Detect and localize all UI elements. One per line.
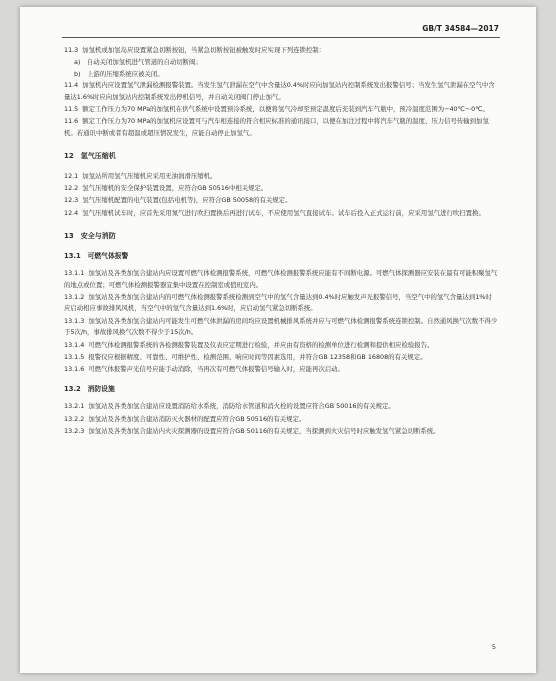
clause-text: 可燃气体检测报警系统的各检测报警装置及仪表应定期进行检验，并应由有资格的检测单位进行检测和提供相应检验报告。	[88, 340, 434, 349]
section-heading: 13.2 消防设施	[64, 384, 115, 393]
clause-number: 12.3	[64, 196, 79, 205]
clause-paragraph	[64, 104, 498, 115]
clause-paragraph	[64, 183, 498, 194]
clause-text: 加氢机或加氢岛应设置紧急切断按钮，当紧急切断按钮被触发时应实现下列连锁控制：	[82, 46, 326, 54]
clause-paragraph	[64, 292, 498, 315]
clause-paragraph	[64, 426, 498, 437]
list-item: b) 上游的压缩系统应被关闭。	[74, 69, 164, 78]
clause-paragraph	[64, 80, 498, 103]
clause-paragraph	[64, 340, 498, 351]
clause-text: 加氢站及各类加氢合建站内的可燃气体检测报警系统检测到空气中的氢气含量达到0.4%时应触发声光报警信号，当空气中的氢气含量达到1%时应启动相应事故排风风机，当空气中的氢气含量达到1.6%时，应启动氢气紧急切断系统。	[64, 292, 492, 313]
page-number: 5	[491, 643, 496, 651]
clause-text: 氢气压缩机试车时，应首先采用氮气进行吹扫置换后再进行试车，不应使用氢气直接试车。试车后投入正式运行前，应采用氢气进行吹扫置换。	[82, 208, 485, 217]
clause-paragraph	[64, 171, 498, 182]
clause-paragraph	[64, 352, 498, 363]
document-body	[64, 45, 498, 438]
clause-text: 可燃气体报警声光信号应能手动消除，当再次有可燃气体报警信号输入时，应能再次启动。	[88, 365, 344, 374]
chapter-heading: 12 氢气压缩机	[64, 152, 116, 161]
clause-text: 加氢站及各类加氢合建站内应设置可燃气体检测报警系统，可燃气体检测报警系统应能有不间断电源。可燃气体探测器应安装在最有可能积聚氢气的地点或位置；可燃气体检测报警器宜集中设置在控制室或值班室内。	[64, 269, 498, 289]
clause-paragraph	[64, 208, 498, 219]
standard-code: GB/T 34584—2017	[422, 24, 499, 33]
clause-number: 13.1.3	[64, 316, 85, 325]
clause-number: 13.2.3	[64, 426, 85, 435]
clause-text: 氢气压缩机配置的电气装置(包括电机等)，应符合GB 50058的有关规定。	[82, 196, 292, 205]
clause-text: 报警仪应根据精度、可靠性、可维护性、检测范围、响应时间等因素选用，并符合GB 12358和GB 16808的有关规定。	[88, 352, 427, 361]
clause-text: 加氢站及各类加氢合建站应设置消防给水系统，消防给水管道和消火栓的设置应符合GB 50016的有关规定。	[88, 402, 395, 411]
clause-number: 13.1.6	[64, 365, 85, 374]
clause-number: 13.2.1	[64, 402, 85, 411]
clause-text: 额定工作压力为70 MPa的加氢机在供气系统中设置预冷系统，以便将氢气冷却至预定温度后充装到汽车气瓶中，预冷温度范围为−40℃～0℃。	[82, 105, 489, 114]
header-rule	[62, 37, 500, 38]
clause-paragraph	[64, 116, 498, 139]
clause-number: 12.1	[64, 171, 79, 180]
clause-number: 13.1.5	[64, 352, 85, 361]
clause-text: 加氢站所用氢气压缩机应采用无油润滑压缩机。	[82, 171, 217, 180]
clause-paragraph	[64, 195, 498, 206]
clause-number: 13.1.2	[64, 292, 85, 301]
clause-number: 11.5	[64, 105, 79, 114]
clause-paragraph	[64, 268, 498, 291]
clause-text: 氢气压缩机的安全保护装置设置，应符合GB 50516中相关规定。	[82, 184, 268, 193]
clause-number: 13.2.2	[64, 414, 85, 423]
clause-number: 11.3	[64, 46, 79, 54]
clause-paragraph	[64, 316, 498, 339]
clause-number: 11.6	[64, 117, 79, 126]
clause-number: 12.4	[64, 208, 79, 217]
clause-paragraph	[64, 414, 498, 425]
list-item: a) 自动关闭加氢机进气管道的自动切断阀；	[74, 58, 202, 67]
clause-number: 12.2	[64, 184, 79, 193]
clause-number: 11.4	[64, 81, 79, 90]
clause-text: 加氢站及各类加氢合建站消防灭火器材的配置应符合GB 50516的有关规定。	[88, 414, 306, 423]
clause-number: 13.1.4	[64, 340, 85, 349]
clause-paragraph	[64, 401, 498, 412]
section-heading: 13.1 可燃气体报警	[64, 251, 129, 260]
document-page	[20, 7, 536, 673]
clause-text: 加氢站及各类加氢合建站内可能发生可燃气体泄漏的房间均应设置机械排风系统并应与可燃气体检测报警系统连锁控制。自然通风换气次数不得少于5次/h，事故排风换气次数不得少于15次/h。	[64, 316, 498, 337]
clause-number: 13.1.1	[64, 269, 85, 278]
clause-text: 额定工作压力为70 MPa的加氢机应设置可与汽车相连接的符合相应标准的通讯接口，以便在加注过程中将汽车气瓶的温度、压力信号传输到加氢机。若通讯中断或者有超温或超压情况发生，应能自动停止加氢气。	[64, 117, 489, 137]
clause-paragraph	[64, 45, 498, 56]
chapter-heading: 13 安全与消防	[64, 232, 116, 241]
clause-text: 加氢机内应设置氢气泄漏检测报警装置。当发生氢气泄漏在空气中含量达0.4%时应向加氢站内控制系统发出报警信号；当发生氢气泄漏在空气中含量达1.6%时应向加氢站内控制系统发出停机信号，并自动关闭阀门停止加气。	[64, 81, 495, 101]
clause-text: 加氢站及各类加氢合建站内火灾探测器的设置应符合GB 50116的有关规定，当探测到火灾信号时应触发氢气紧急切断系统。	[88, 426, 440, 435]
clause-paragraph	[64, 364, 498, 375]
